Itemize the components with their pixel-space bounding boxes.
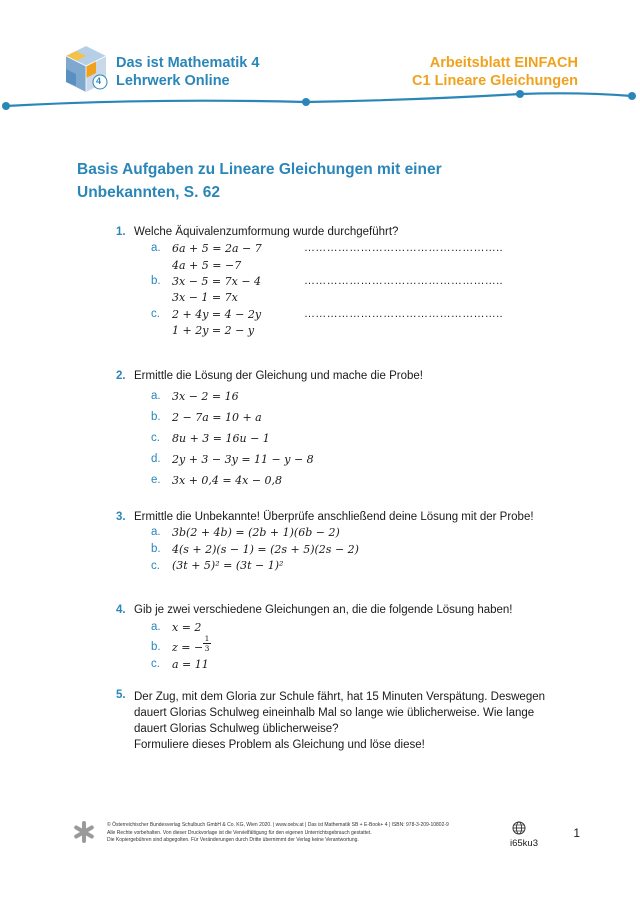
task2-a-label: a. — [151, 390, 161, 402]
task5-line2: dauert Glorias Schulweg eineinhalb Mal so lange wie üblicherweise. Wie lange — [134, 707, 535, 719]
task3-b-eq: 4(s + 2)(s − 1) = (2s + 5)(2s − 2) — [172, 543, 359, 556]
footer-line3: Die Kopiergebühren sind abgegolten. Für Veränderungen durch Dritte übernimmt der Verlag keine Verantwortung. — [107, 837, 359, 843]
sheet-title-line1: Arbeitsblatt EINFACH — [429, 55, 578, 71]
divider-dot-mid — [302, 98, 310, 106]
task3-text: Ermittle die Unbekannte! Überprüfe anschließend deine Lösung mit der Probe! — [134, 511, 534, 523]
task2-a-eq: 3x − 2 = 16 — [172, 390, 239, 403]
task2-text: Ermittle die Lösung der Gleichung und mache die Probe! — [134, 370, 423, 382]
task2-c-label: c. — [151, 432, 160, 444]
publisher-logo-icon — [72, 820, 96, 844]
task1-c-label: c. — [151, 308, 160, 320]
task4-a-label: a. — [151, 621, 161, 633]
task3-number: 3. — [116, 511, 126, 523]
task2-b-label: b. — [151, 411, 161, 423]
task3-a-eq: 3b(2 + 4b) = (2b + 1)(6b − 2) — [172, 526, 340, 539]
fraction-denominator: 3 — [204, 644, 210, 653]
page-title: Basis Aufgaben zu Lineare Gleichungen mit einer Unbekannten, S. 62 — [77, 161, 442, 201]
page-number: 1 — [573, 826, 580, 840]
task1-number: 1. — [116, 226, 126, 238]
task5-text — [134, 689, 574, 753]
task4-number: 4. — [116, 604, 126, 616]
task5-line3: dauert Glorias Schulweg üblicherweise? — [134, 723, 339, 735]
footer-line1: © Österreichischer Bundesverlag Schulbuch GmbH & Co. KG, Wien 2020. | www.oebv.at | Das ist Mathematik SB + E-Book+ 4 | ISBN: 978-3-209-10802-9 — [107, 822, 449, 828]
task1-a-eq2: 4a + 5 = −7 — [172, 259, 242, 272]
task1-c-eq1: 2 + 4y = 4 − 2y — [172, 308, 262, 321]
online-code[interactable]: i65ku3 — [510, 838, 538, 849]
task4-c-label: c. — [151, 658, 160, 670]
task2-d-eq: 2y + 3 − 3y = 11 − y − 8 — [172, 453, 314, 466]
book-title — [116, 54, 259, 90]
task5-number: 5. — [116, 689, 126, 701]
globe-icon[interactable] — [512, 821, 526, 835]
task4-a-eq: x = 2 — [172, 621, 202, 634]
book-title-line2: Lehrwerk Online — [116, 73, 230, 89]
task1-a-label: a. — [151, 242, 161, 254]
divider-dot-end — [628, 92, 636, 100]
task5-line4: Formuliere dieses Problem als Gleichung und löse diese! — [134, 739, 425, 751]
task2-number: 2. — [116, 370, 126, 382]
task1-c-eq2: 1 + 2y = 2 − y — [172, 324, 255, 337]
task3-a-label: a. — [151, 526, 161, 538]
divider-dot-right — [516, 90, 524, 98]
footer-copyright — [107, 822, 507, 845]
footer-line2: Alle Rechte vorbehalten. Von dieser Druckvorlage ist die Vervielfältigung für den eigenen Unterrichtsgebrauch gestattet. — [107, 829, 372, 836]
task2-b-eq: 2 − 7a = 10 + a — [172, 411, 262, 424]
task4-text: Gib je zwei verschiedene Gleichungen an, die die folgende Lösung haben! — [134, 604, 513, 616]
book-title-line1: Das ist Mathematik 4 — [116, 55, 260, 71]
task3-b-label: b. — [151, 543, 161, 555]
task1-b-eq2: 3x − 1 = 7x — [172, 291, 238, 304]
header-divider — [0, 88, 640, 112]
task2-d-label: d. — [151, 453, 161, 465]
task5-line1: Der Zug, mit dem Gloria zur Schule fährt, hat 15 Minuten Verspätung. Deswegen — [134, 691, 546, 703]
task4-c-eq: a = 11 — [172, 658, 209, 671]
task2-c-eq: 8u + 3 = 16u − 1 — [172, 432, 270, 445]
task4-b-label: b. — [151, 641, 161, 653]
sheet-title-line2: C1 Lineare Gleichungen — [412, 73, 578, 89]
logo-digit: 4 — [96, 76, 102, 86]
task1-text: Welche Äquivalenzumformung wurde durchgeführt? — [134, 226, 399, 238]
task1-a-eq1: 6a + 5 = 2a − 7 — [172, 242, 262, 255]
task1-b-eq1: 3x − 5 = 7x − 4 — [172, 275, 262, 288]
task1-b-answer-line[interactable]: …………………………………………….. — [304, 275, 503, 287]
task1-c-answer-line[interactable]: …………………………………………….. — [304, 308, 503, 320]
fraction-numerator: 1 — [204, 634, 210, 643]
sheet-title — [412, 54, 578, 90]
task1-b-label: b. — [151, 275, 161, 287]
task4-b-fraction — [203, 634, 211, 653]
task4-b-eq: z = − — [172, 641, 204, 654]
task3-c-label: c. — [151, 560, 160, 572]
divider-dot-left — [2, 102, 10, 110]
task3-c-eq: (3t + 5)² = (3t − 1)² — [172, 559, 284, 572]
task2-e-label: e. — [151, 474, 161, 486]
task2-e-eq: 3x + 0,4 = 4x − 0,8 — [172, 474, 283, 487]
task1-a-answer-line[interactable]: …………………………………………….. — [304, 242, 503, 254]
